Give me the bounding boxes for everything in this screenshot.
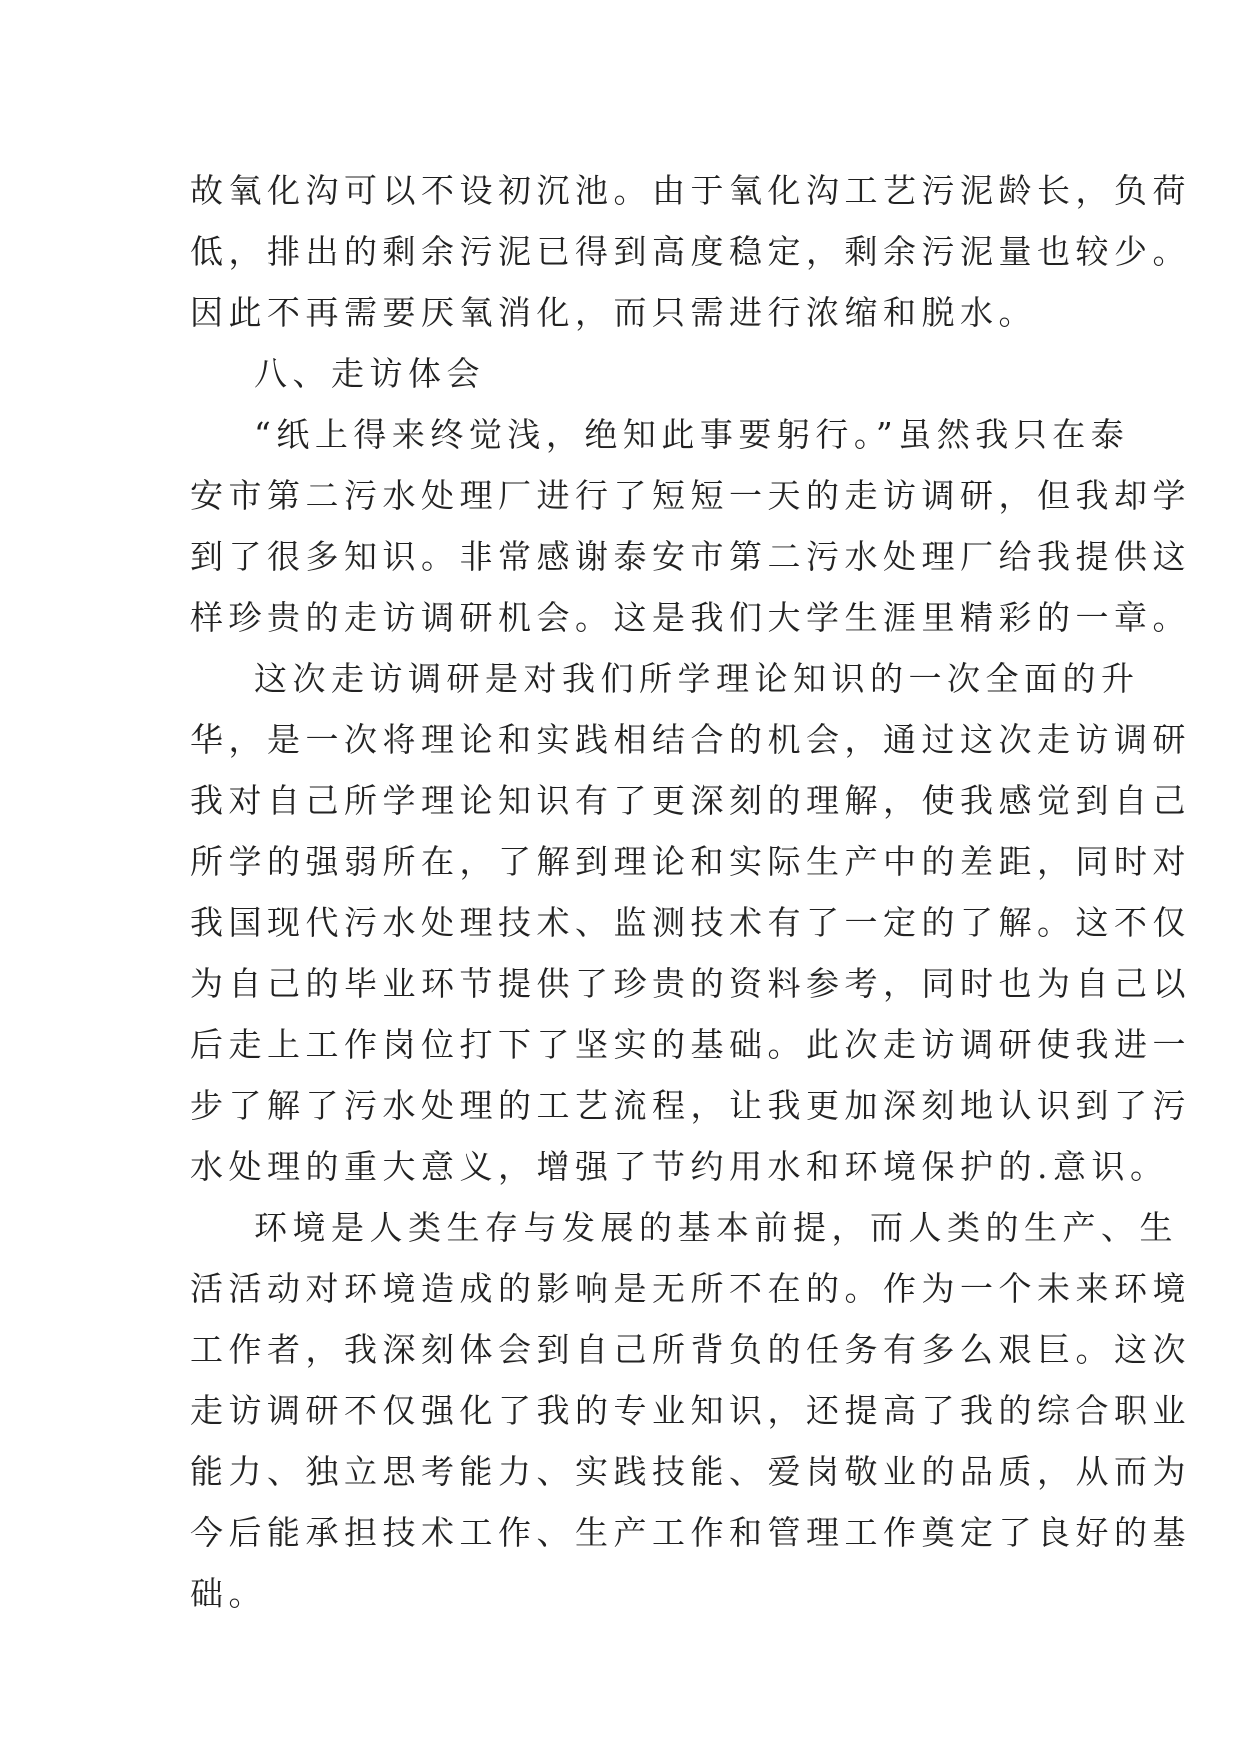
text-line: 到了很多知识。非常感谢泰安市第二污水处理厂给我提供这 (190, 537, 1191, 576)
text-line: 础。 (190, 1574, 267, 1613)
text-line: 活活动对环境造成的影响是无所不在的。作为一个未来环境 (190, 1269, 1191, 1308)
text-line: 我国现代污水处理技术、监测技术有了一定的了解。这不仅 (190, 903, 1191, 942)
text-line: 步了解了污水处理的工艺流程，让我更加深刻地认识到了污 (190, 1086, 1191, 1125)
text-line: 后走上工作岗位打下了坚实的基础。此次走访调研使我进一 (190, 1025, 1191, 1064)
text-line: 故氧化沟可以不设初沉池。由于氧化沟工艺污泥龄长，负荷 (190, 171, 1191, 210)
paragraph-first-line: 环境是人类生存与发展的基本前提，而人类的生产、生 (254, 1208, 1178, 1247)
text-line: 安市第二污水处理厂进行了短短一天的走访调研，但我却学 (190, 476, 1191, 515)
text-line: 工作者，我深刻体会到自己所背负的任务有多么艰巨。这次 (190, 1330, 1191, 1369)
document-body (190, 160, 1191, 1624)
text-line: 华，是一次将理论和实践相结合的机会，通过这次走访调研 (190, 720, 1191, 759)
paragraph-first-line: 这次走访调研是对我们所学理论知识的一次全面的升 (254, 659, 1140, 698)
text-line: 我对自己所学理论知识有了更深刻的理解，使我感觉到自己 (190, 781, 1191, 820)
text-line: 为自己的毕业环节提供了珍贵的资料参考，同时也为自己以 (190, 964, 1191, 1003)
text-line: 今后能承担技术工作、生产工作和管理工作奠定了良好的基 (190, 1513, 1191, 1552)
text-line: 能力、独立思考能力、实践技能、爱岗敬业的品质，从而为 (190, 1452, 1191, 1491)
text-line: 因此不再需要厌氧消化，而只需进行浓缩和脱水。 (190, 293, 1037, 332)
paragraph-first-line: 八、走访体会 (254, 354, 485, 393)
text-line: 样珍贵的走访调研机会。这是我们大学生涯里精彩的一章。 (190, 598, 1191, 637)
text-line: 走访调研不仅强化了我的专业知识，还提高了我的综合职业 (190, 1391, 1191, 1430)
text-line: 水处理的重大意义，增强了节约用水和环境保护的.意识。 (190, 1147, 1169, 1186)
text-line: 所学的强弱所在，了解到理论和实际生产中的差距，同时对 (190, 842, 1191, 881)
paragraph-first-line: “纸上得来终觉浅，绝知此事要躬行。”虽然我只在泰 (254, 415, 1130, 454)
text-line: 低，排出的剩余污泥已得到高度稳定，剩余污泥量也较少。 (190, 232, 1191, 271)
